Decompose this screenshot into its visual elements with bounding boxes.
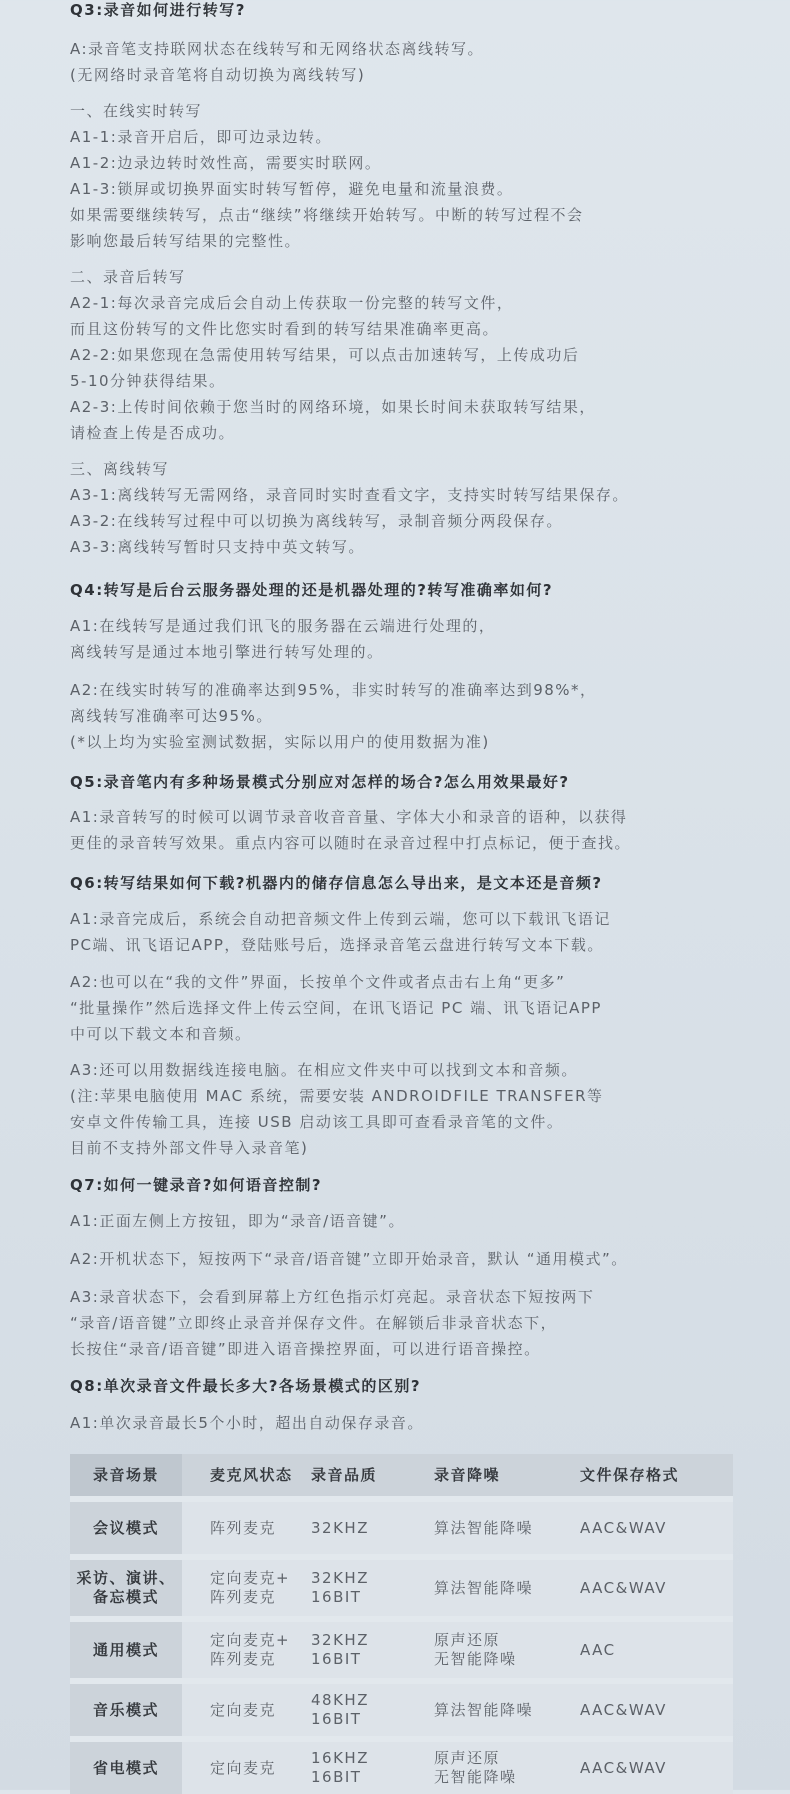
table-row — [70, 1681, 733, 1739]
q3-title: Q3:录音如何进行转写? — [70, 1, 246, 19]
quality-cell: 48KHZ 16BIT — [307, 1681, 430, 1739]
answer-line: “录音/语音键”立即终止录音并保存文件。在解锁后非录音状态下， — [70, 1314, 558, 1332]
answer-line: (*以上均为实验室测试数据，实际以用户的使用数据为准) — [70, 733, 490, 751]
answer-line: A1:录音转写的时候可以调节录音收音音量、字体大小和录音的语种，以获得 — [70, 808, 628, 826]
noise-cell: 算法智能降噪 — [430, 1557, 576, 1619]
answer-line: A1-3:锁屏或切换界面实时转写暂停，避免电量和流量浪费。 — [70, 180, 514, 198]
mic-cell: 定向麦克+ 阵列麦克 — [182, 1619, 307, 1681]
answer-line: 请检查上传是否成功。 — [70, 424, 236, 442]
q5-title: Q5:录音笔内有多种场景模式分别应对怎样的场合?怎么用效果最好? — [70, 773, 570, 791]
table-row — [70, 1499, 733, 1557]
answer-line: 而且这份转写的文件比您实时看到的转写结果准确率更高。 — [70, 320, 500, 338]
answer-line: A1-2:边录边转时效性高，需要实时联网。 — [70, 154, 382, 172]
q4-title: Q4:转写是后台云服务器处理的还是机器处理的?转写准确率如何? — [70, 581, 554, 599]
format-cell: AAC&WAV — [576, 1499, 733, 1557]
section-heading: 二、录音后转写 — [70, 268, 186, 286]
answer-line: A:录音笔支持联网状态在线转写和无网络状态离线转写。 — [70, 40, 485, 58]
q8-title: Q8:单次录音文件最长多大?各场景模式的区别? — [70, 1377, 422, 1395]
q8-answer-1 — [70, 1410, 424, 1436]
header-mic: 麦克风状态 — [182, 1454, 307, 1499]
table-header-row — [70, 1454, 733, 1499]
q3-section-offline — [70, 456, 629, 560]
q7-title: Q7:如何一键录音?如何语音控制? — [70, 1176, 323, 1194]
scene-cell: 省电模式 — [70, 1739, 182, 1794]
answer-line: “批量操作”然后选择文件上传云空间，在讯飞语记 PC 端、讯飞语记APP — [70, 999, 602, 1017]
answer-line: A2:开机状态下，短按两下“录音/语音键”立即开始录音，默认 “通用模式”。 — [70, 1250, 628, 1268]
answer-line: 长按住“录音/语音键”即进入语音操控界面，可以进行语音操控。 — [70, 1340, 541, 1358]
quality-cell: 32KHZ 16BIT — [307, 1619, 430, 1681]
scene-mode-table — [70, 1454, 733, 1786]
quality-cell: 32KHZ — [307, 1499, 430, 1557]
q3-section-after — [70, 264, 596, 446]
answer-line: A3:录音状态下，会看到屏幕上方红色指示灯亮起。录音状态下短按两下 — [70, 1288, 595, 1306]
answer-line: 目前不支持外部文件导入录音笔) — [70, 1139, 309, 1157]
answer-line: A3:还可以用数据线连接电脑。在相应文件夹中可以找到文本和音频。 — [70, 1061, 578, 1079]
answer-line: 5-10分钟获得结果。 — [70, 372, 226, 390]
mic-cell: 定向麦克 — [182, 1681, 307, 1739]
scene-cell: 音乐模式 — [70, 1681, 182, 1739]
scene-cell: 会议模式 — [70, 1499, 182, 1557]
q7-answer-3 — [70, 1284, 594, 1362]
header-noise: 录音降噪 — [430, 1454, 576, 1499]
quality-cell: 32KHZ 16BIT — [307, 1557, 430, 1619]
q6-answer-2 — [70, 969, 602, 1047]
mic-cell: 定向麦克+ 阵列麦克 — [182, 1557, 307, 1619]
header-format: 文件保存格式 — [576, 1454, 733, 1499]
noise-cell: 原声还原 无智能降噪 — [430, 1619, 576, 1681]
answer-line: 如果需要继续转写，点击“继续”将继续开始转写。中断的转写过程不会 — [70, 206, 584, 224]
q6-title: Q6:转写结果如何下载?机器内的储存信息怎么导出来，是文本还是音频? — [70, 874, 603, 892]
answer-line: A2-1:每次录音完成后会自动上传获取一份完整的转写文件， — [70, 294, 514, 312]
q5-answer-1 — [70, 804, 631, 856]
table-row — [70, 1619, 733, 1681]
q3-section-online — [70, 98, 584, 254]
noise-cell: 算法智能降噪 — [430, 1681, 576, 1739]
scene-cell: 通用模式 — [70, 1619, 182, 1681]
q6-answer-1 — [70, 906, 611, 958]
header-quality: 录音品质 — [307, 1454, 430, 1499]
noise-cell: 原声还原 无智能降噪 — [430, 1739, 576, 1794]
answer-line: A1:正面左侧上方按钮，即为“录音/语音键”。 — [70, 1212, 405, 1230]
q4-answer-2 — [70, 677, 597, 755]
answer-line: A2:在线实时转写的准确率达到95%，非实时转写的准确率达到98%*， — [70, 681, 597, 699]
section-heading: 一、在线实时转写 — [70, 102, 203, 120]
q7-answer-1 — [70, 1208, 405, 1234]
scene-cell: 采访、演讲、 备忘模式 — [70, 1557, 182, 1619]
answer-line: A1-1:录音开启后，即可边录边转。 — [70, 128, 332, 146]
noise-cell: 算法智能降噪 — [430, 1499, 576, 1557]
answer-line: 中可以下载文本和音频。 — [70, 1025, 252, 1043]
table-row — [70, 1557, 733, 1619]
answer-line: A2-3:上传时间依赖于您当时的网络环境，如果长时间未获取转写结果， — [70, 398, 596, 416]
answer-line: (无网络时录音笔将自动切换为离线转写) — [70, 66, 366, 84]
answer-line: A1:单次录音最长5个小时，超出自动保存录音。 — [70, 1414, 424, 1432]
answer-line: A3-2:在线转写过程中可以切换为离线转写，录制音频分两段保存。 — [70, 512, 563, 530]
answer-line: PC端、讯飞语记APP，登陆账号后，选择录音笔云盘进行转写文本下载。 — [70, 936, 604, 954]
answer-line: A3-3:离线转写暂时只支持中英文转写。 — [70, 538, 365, 556]
answer-line: A2:也可以在“我的文件”界面，长按单个文件或者点击右上角“更多” — [70, 973, 566, 991]
quality-cell: 16KHZ 16BIT — [307, 1739, 430, 1794]
answer-line: (注:苹果电脑使用 MAC 系统，需要安装 ANDROIDFILE TRANSFER等 — [70, 1087, 604, 1105]
format-cell: AAC&WAV — [576, 1739, 733, 1794]
answer-line: 更佳的录音转写效果。重点内容可以随时在录音过程中打点标记，便于查找。 — [70, 834, 632, 852]
answer-line: A1:在线转写是通过我们讯飞的服务器在云端进行处理的， — [70, 617, 496, 635]
answer-line: 安卓文件传输工具，连接 USB 启动该工具即可查看录音笔的文件。 — [70, 1113, 564, 1131]
table-row — [70, 1739, 733, 1794]
format-cell: AAC&WAV — [576, 1557, 733, 1619]
section-heading: 三、离线转写 — [70, 460, 170, 478]
header-scene: 录音场景 — [70, 1454, 182, 1499]
answer-line: A3-1:离线转写无需网络，录音同时实时查看文字，支持实时转写结果保存。 — [70, 486, 629, 504]
format-cell: AAC&WAV — [576, 1681, 733, 1739]
q3-intro — [70, 36, 484, 88]
answer-line: 离线转写是通过本地引擎进行转写处理的。 — [70, 643, 384, 661]
answer-line: 影响您最后转写结果的完整性。 — [70, 232, 302, 250]
format-cell: AAC — [576, 1619, 733, 1681]
q6-answer-3 — [70, 1057, 604, 1161]
q4-answer-1 — [70, 613, 495, 665]
answer-line: 离线转写准确率可达95%。 — [70, 707, 273, 725]
answer-line: A2-2:如果您现在急需使用转写结果，可以点击加速转写，上传成功后 — [70, 346, 580, 364]
mic-cell: 阵列麦克 — [182, 1499, 307, 1557]
q7-answer-2 — [70, 1246, 628, 1272]
answer-line: A1:录音完成后，系统会自动把音频文件上传到云端，您可以下载讯飞语记 — [70, 910, 611, 928]
mic-cell: 定向麦克 — [182, 1739, 307, 1794]
